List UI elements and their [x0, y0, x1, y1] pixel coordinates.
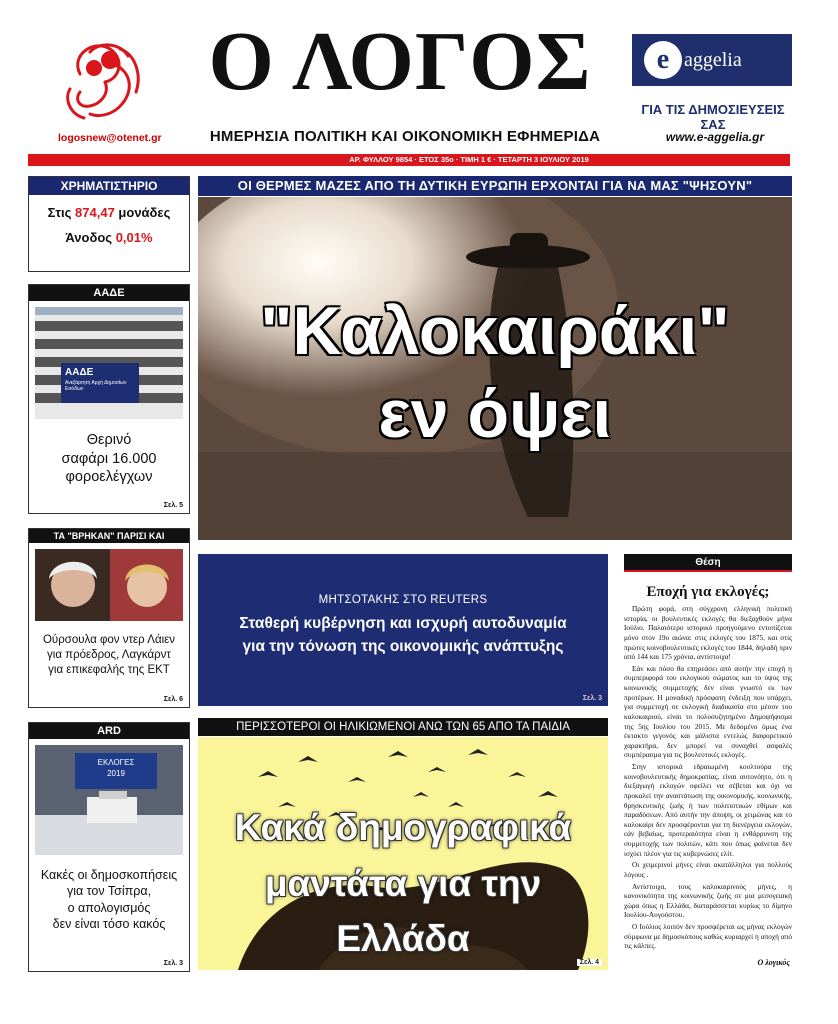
mitsotakis-headline-line: για την τόνωση της οικονομικής ανάπτυξης — [242, 638, 564, 656]
demographics-kicker: ΠΕΡΙΣΣΟΤΕΡΟΙ ΟΙ ΗΛΙΚΙΩΜΕΝΟΙ ΑΝΩ ΤΩΝ 65 ΑΠΟ ΤΑ ΠΑΙΔΙΑ — [198, 718, 608, 736]
hero-title-line: εν όψει — [378, 375, 612, 452]
opinion-paragraph: Οι χειμερινοί μήνες είναι ακατάλληλοι για πολλούς λόγους . — [624, 860, 792, 879]
issue-info-bar: ΑΡ. ΦΥΛΛΟΥ 9854 · ΕΤΟΣ 35ο · ΤΙΜΗ 1 € · ΤΕΤΑΡΤΗ 3 ΙΟΥΛΙΟΥ 2019 — [28, 154, 790, 166]
stock-change-prefix: Άνοδος — [65, 230, 113, 245]
email-address[interactable]: logosnew@otenet.gr — [58, 132, 162, 144]
mitsotakis-page-ref: Σελ. 3 — [582, 695, 602, 702]
opinion-paragraph: Πρώτη φορά, στη σύγχρονη ελληνική πολιτική ιστορία, οι βουλευτικές εκλογές θα διεξαχθούν μήνα Ιούλιο. Παλαιότερο ιστορικό προηγούμενο εντοπίζεται μόνο στον 19ο αιώνα: στις εκλογές του 1875, και στις πρώτες κοινοβουλευτικές εκλογές του 1844, δηλαδή πριν από 144 και 175 χρόνια, αντίστοιχα! — [624, 604, 792, 662]
lagarde-portraits-photo — [35, 549, 183, 621]
mitsotakis-headline-line: Σταθερή κυβέρνηση και ισχυρή αυτοδυναμία — [239, 615, 567, 632]
aade-sign-subtitle: Ανεξάρτητη Αρχή Δημοσίων Εσόδων — [65, 380, 127, 392]
aade-header: ΑΑΔΕ — [29, 285, 189, 301]
opinion-header: Θέση — [624, 554, 792, 572]
demographics-title-line: μαντάτα για την Ελλάδα — [264, 862, 542, 959]
lagarde-headline-line: για πρόεδρος, Λαγκάρντ — [47, 648, 171, 661]
opinion-body — [624, 604, 792, 953]
eaggelia-brand-word: aggelia — [684, 48, 742, 71]
aade-building-photo — [35, 307, 183, 419]
stock-market-header: ΧΡΗΜΑΤΙΣΤΗΡΙΟ — [29, 177, 189, 195]
eaggelia-logo-icon: e — [644, 41, 682, 79]
mitsotakis-kicker: ΜΗΤΣΟΤΑΚΗΣ ΣΤΟ REUTERS — [318, 594, 488, 606]
polls-headline-line: για τον Τσίπρα, — [66, 884, 152, 899]
polls-headline-line: δεν είναι τόσο κακός — [52, 916, 166, 931]
aade-headline-line: σαφάρι 16.000 — [61, 450, 157, 467]
stock-market-box — [28, 176, 190, 272]
stock-change-value: 0,01% — [115, 230, 153, 245]
eaggelia-url[interactable]: www.e-aggelia.gr — [665, 130, 765, 144]
newspaper-subtitle: ΗΜΕΡΗΣΙΑ ΠΟΛΙΤΙΚΗ ΚΑΙ ΟΙΚΟΝΟΜΙΚΗ ΕΦΗΜΕΡΙΔΑ — [209, 128, 601, 145]
stock-index-prefix: Στις — [47, 205, 72, 220]
aade-story-box[interactable] — [28, 284, 190, 514]
stock-index-value: 874,47 — [75, 205, 115, 220]
polls-headline-line: ο απολογισμός — [67, 900, 151, 915]
aade-headline-line: φοροελέγχων — [65, 469, 153, 486]
hero-title[interactable] — [198, 290, 792, 456]
newspaper-title: Ο ΛΟΓΟΣ — [208, 15, 592, 108]
eaggelia-ad-banner[interactable] — [632, 34, 792, 86]
demographics-title-line: Κακά δημογραφικά — [234, 807, 572, 848]
opinion-title[interactable]: Εποχή για εκλογές; — [646, 584, 770, 600]
aade-headline-line: Θερινό — [86, 432, 132, 448]
aade-headline — [29, 431, 189, 487]
lagarde-header: ΤΑ "ΒΡΗΚΑΝ" ΠΑΡΙΣΙ ΚΑΙ — [29, 529, 189, 543]
aade-page-ref: Σελ. 5 — [163, 502, 183, 509]
polls-headline — [29, 867, 189, 932]
demographics-page-ref: Σελ. 4 — [577, 959, 602, 966]
stock-index-line — [29, 205, 189, 220]
aade-sign — [61, 363, 139, 403]
hero-title-line: "Καλοκαιράκι" — [260, 293, 730, 369]
opinion-paragraph: Εάν και πόσο θα επηρεάσει από αυτήν την εποχή η συμπεριφορά του εκλογικού σώματος και το ύψος της κοινωνικής συμμετοχής δεν είναι γνωστό εκ των προτέρων. Η μοναδική πρόσφατη ένδειξη που υπάρχει, για συμμετοχή σε εκλογική διαδικασία στο μέσον του καλοκαιριού, είναι το πολυσυζητημένο Δημοψήφισμα της 5ης Ιουλίου του 2015. Με δεδομένο όμως ένα έκτακτο γεγονός και μάλιστα εντελώς διαφορετικού χαρακτήρα, δεν μπορεί να συναχθεί ασφαλές συμπέρασμα για τις βουλευτικές εκλογές. — [624, 663, 792, 760]
opinion-paragraph: Στην ιστορικά εδραιωμένη κουλτούρα της κοινοβουλευτικής δημοκρατίας, είναι αυτονόητο, ότι η διεξαγωγή εκλογών οφείλει να σέβεται και όχι να προκαλεί την αναστάτωση της οικονομικής, κοινωνικής, θρησκευτικής ζωής ή των πολιτιστικών εθίμων και παραδόσεων. Από αυτήν την άποψη, οι χειμώνας και το καλοκαίρι δεν προσφέρονται για τη διενέργεια εκλογών, εάν βεβαίως, προτεραιότητα είναι η ενθάρρυνση της συμμετοχής των πολιτών, κάτι που όπως φαίνεται δεν ισχύει πλέον για τις κυβερνώσες ελίτ. — [624, 762, 792, 858]
stock-index-suffix: μονάδες — [118, 205, 171, 220]
demographics-title[interactable] — [198, 800, 608, 967]
opinion-signature: Ο λογικός — [757, 958, 790, 967]
aade-sign-title: ΑΑΔΕ — [65, 367, 94, 378]
ballot-box-photo — [35, 745, 183, 855]
lagarde-story-box[interactable] — [28, 528, 190, 708]
polls-headline-line: Κακές οι δημοσκοπήσεις — [40, 868, 178, 882]
ballot-screen-text — [75, 757, 157, 779]
newspaper-logo-icon — [50, 34, 150, 126]
opinion-paragraph: Αντίστοιχα, τους καλοκαιρινούς μήνες, η κανονικότητα της κοινωνικής ζωής σε μια μεσογειακή χώρα όπως η Ελλάδα, διαταράσσεται κυρίως το δίμηνο Ιουλίου-Αυγούστου. — [624, 881, 792, 920]
lagarde-headline — [29, 633, 189, 678]
polls-header: ARD — [29, 723, 189, 739]
lagarde-headline-line: για επικεφαλής της ΕΚΤ — [48, 663, 170, 676]
hero-kicker: ΟΙ ΘΕΡΜΕΣ ΜΑΖΕΣ ΑΠΟ ΤΗ ΔΥΤΙΚΗ ΕΥΡΩΠΗ ΕΡΧΟΝΤΑΙ ΓΙΑ ΝΑ ΜΑΣ "ΨΗΣΟΥΝ" — [198, 176, 792, 196]
ballot-screen-line: ΕΚΛΟΓΕΣ — [97, 758, 135, 767]
lagarde-page-ref: Σελ. 6 — [163, 696, 183, 703]
polls-page-ref: Σελ. 3 — [163, 960, 183, 967]
mitsotakis-headline — [198, 612, 608, 659]
eaggelia-tagline: ΓΙΑ ΤΙΣ ΔΗΜΟΣΙΕΥΣΕΙΣ ΣΑΣ — [641, 102, 785, 132]
mitsotakis-story-box[interactable] — [198, 554, 608, 706]
polls-story-box[interactable] — [28, 722, 190, 972]
opinion-paragraph: Ο Ιούλιος λοιπόν δεν προσφέρεται ως μήνας εκλογών σύμφωνα με δημοσκόπους καθώς κυριαρχεί η αποχή από τις κάλπες. — [624, 922, 792, 951]
lagarde-headline-line: Ούρσουλα φον ντερ Λάιεν — [42, 634, 176, 646]
ballot-screen-line: 2019 — [107, 769, 125, 779]
stock-change-line — [29, 230, 189, 245]
